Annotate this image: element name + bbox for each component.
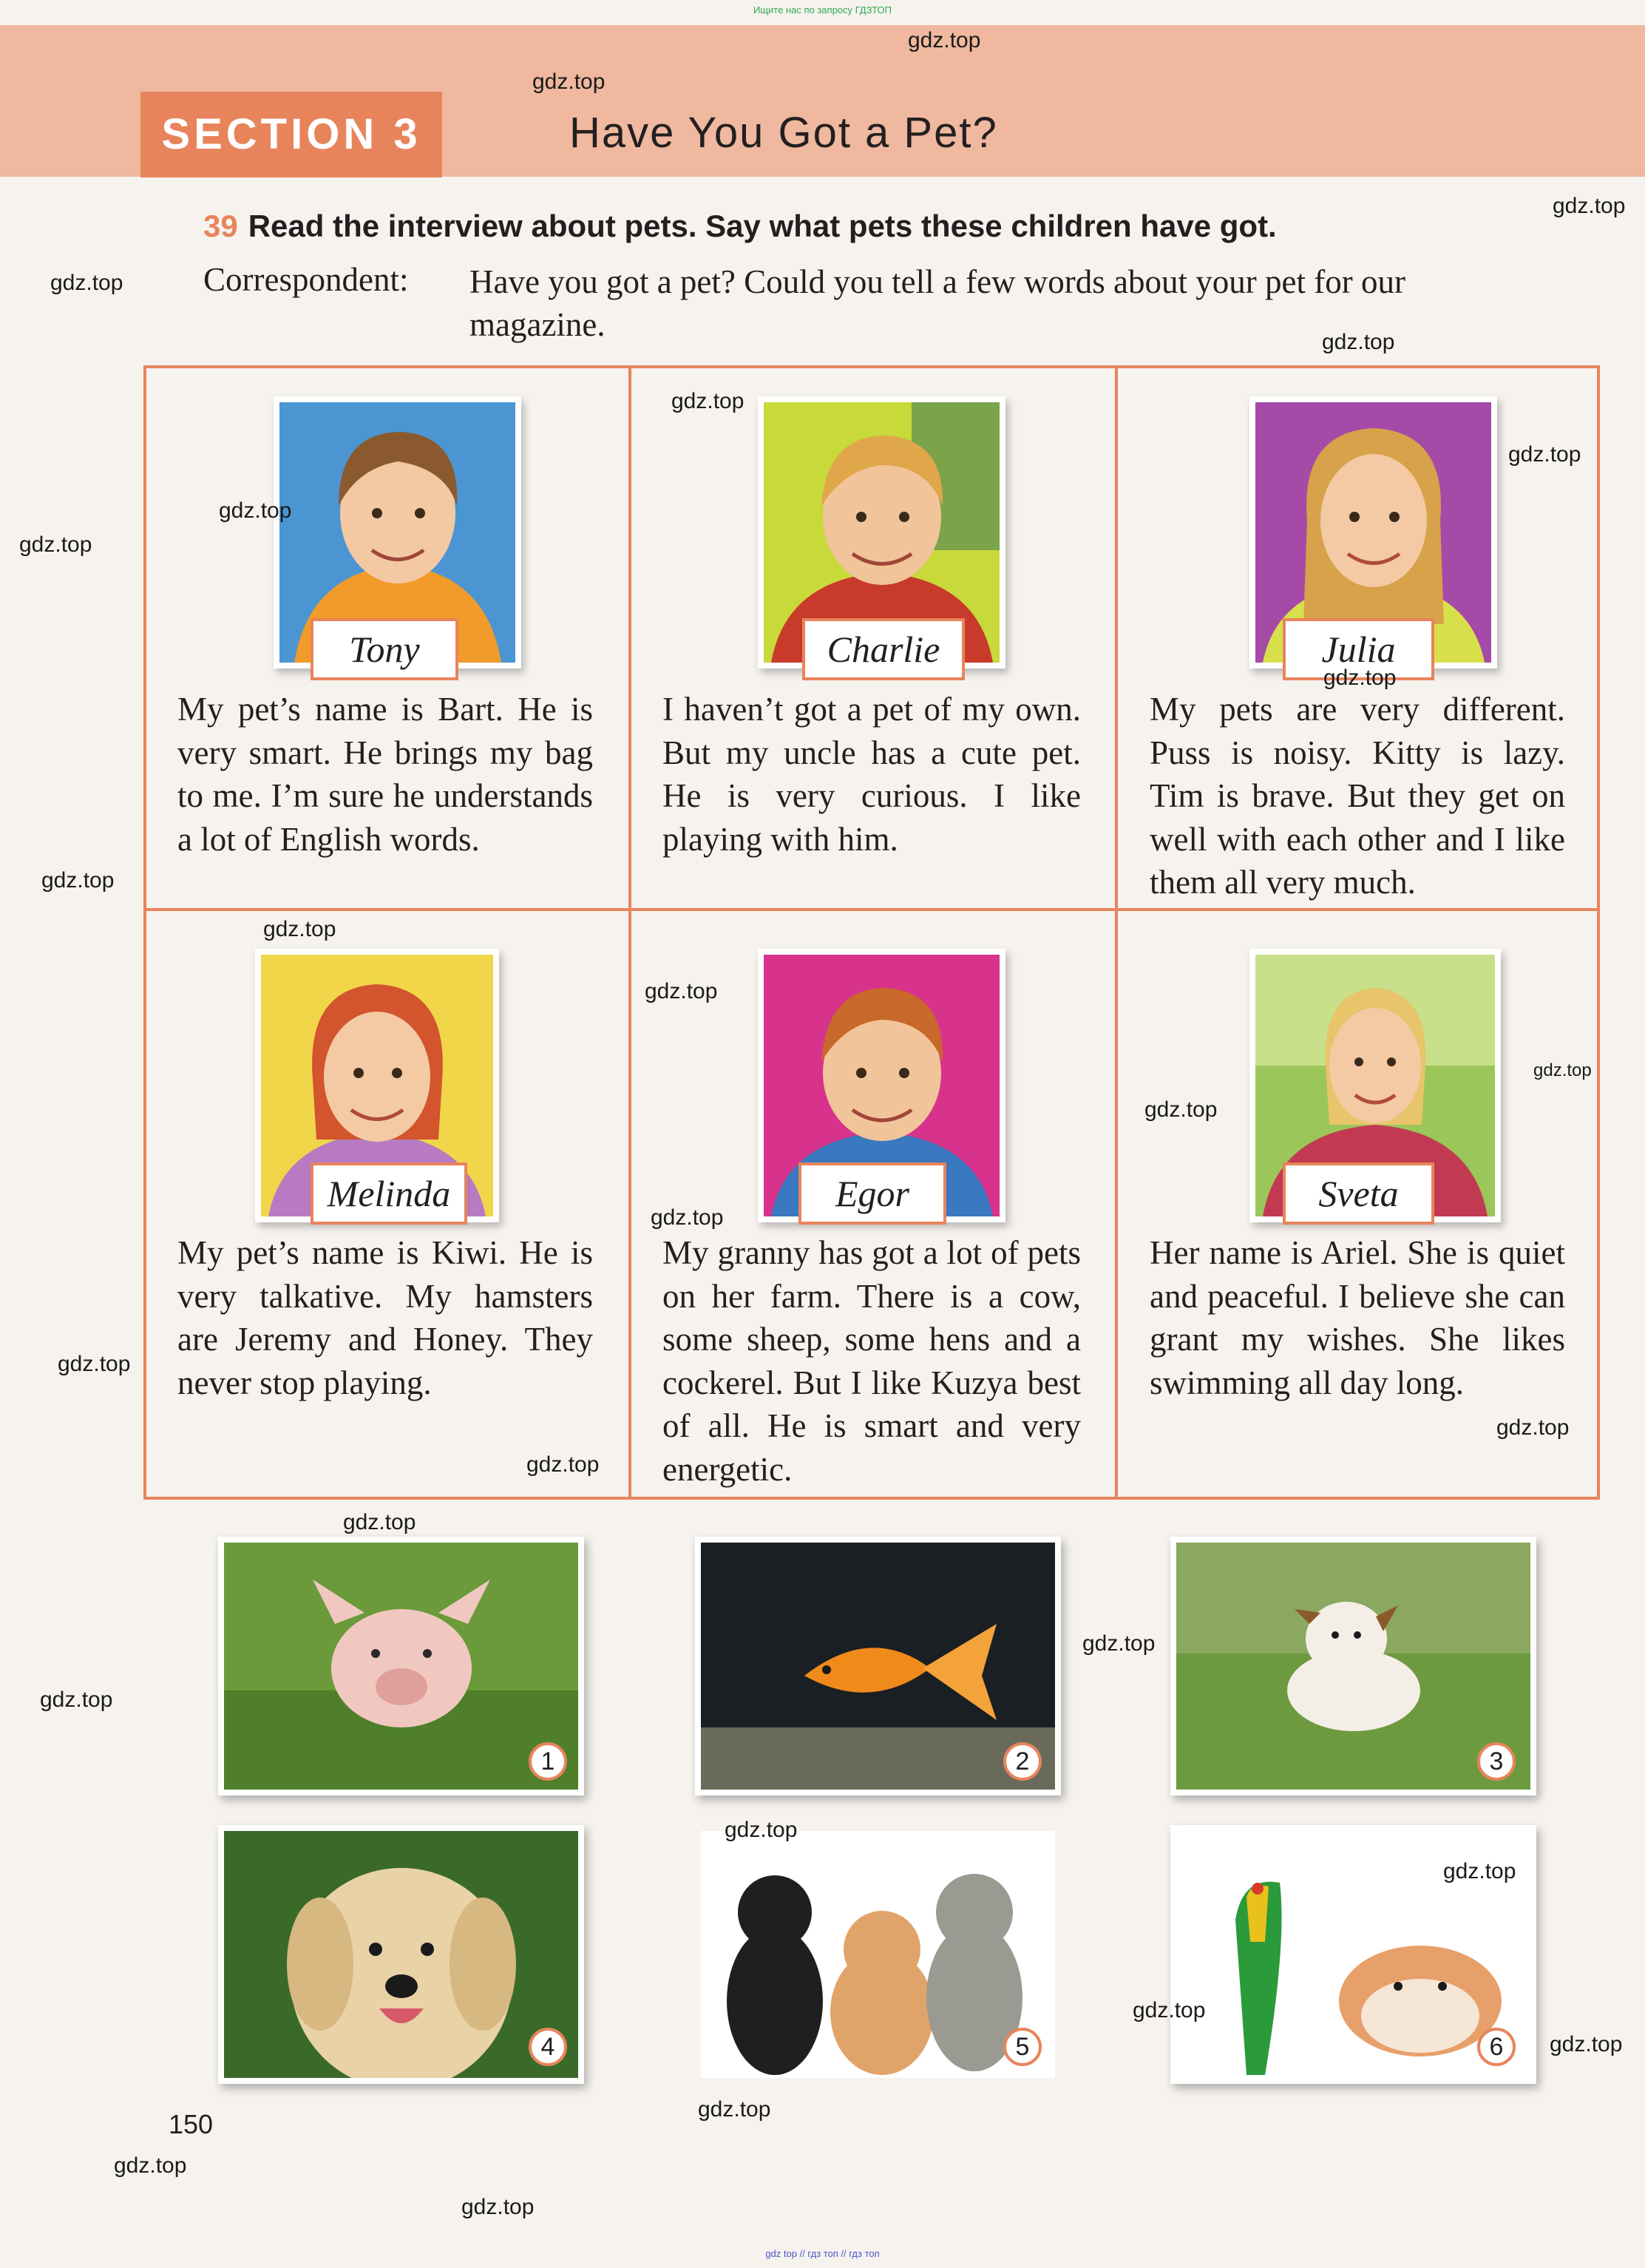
sveta-text: Her name is Ariel. She is quiet and peaceful. I believe she can grant my wishes. She likes swimming all day long. <box>1150 1234 1565 1401</box>
watermark: gdz.top <box>114 2153 187 2178</box>
name-label-sveta: Sveta <box>1283 1162 1434 1225</box>
watermark: gdz.top <box>1508 442 1581 467</box>
watermark: gdz.top <box>526 1452 600 1477</box>
watermark: gdz.top <box>219 498 292 523</box>
watermark: gdz.top <box>1082 1631 1156 1656</box>
egor-text: My granny has got a lot of pets on her farm. There is a cow, some sheep, some hens and a cockerel. But I like Kuzya best of all. He is smart and very energetic. <box>662 1234 1081 1488</box>
watermark: gdz.top <box>461 2195 535 2219</box>
photo-number-2: 2 <box>1003 1742 1042 1781</box>
name-label-melinda: Melinda <box>311 1162 467 1225</box>
name-label-julia: Julia <box>1283 618 1434 680</box>
watermark: gdz.top <box>1322 330 1395 354</box>
charlie-text: I haven’t got a pet of my own. But my uncle has a cute pet. He is very curious. I like playing with him. <box>662 691 1081 858</box>
watermark: gdz.top <box>651 1205 724 1230</box>
watermark: gdz.top <box>40 1688 113 1712</box>
section-title: Have You Got a Pet? <box>569 109 998 157</box>
grid-divider <box>143 908 1600 911</box>
tony-text: My pet’s name is Bart. He is very smart. He brings my bag to me. I’m sure he understands a lot of English words. <box>177 691 593 858</box>
watermark: gdz.top <box>1533 1060 1592 1080</box>
watermark: gdz.top <box>671 389 745 413</box>
watermark: gdz.top <box>698 2097 771 2122</box>
watermark: gdz.top <box>645 979 718 1003</box>
photo-number-1: 1 <box>529 1742 567 1781</box>
watermark: gdz.top <box>1133 1998 1206 2022</box>
goldfish-icon <box>701 1543 1055 1790</box>
watermark: gdz.top <box>58 1352 131 1376</box>
watermark: gdz.top <box>41 868 115 893</box>
watermark: gdz.top <box>1553 194 1626 218</box>
name-label-egor: Egor <box>798 1162 946 1225</box>
photo-number-6: 6 <box>1477 2028 1516 2066</box>
watermark: gdz.top <box>908 28 981 53</box>
melinda-text: My pet’s name is Kiwi. He is very talkative. My hamsters are Jeremy and Honey. They never stop playing. <box>177 1234 593 1401</box>
exercise-instruction: Read the interview about pets. Say what pets these children have got. <box>248 209 1277 243</box>
name-label-charlie: Charlie <box>802 618 965 680</box>
pig-icon <box>224 1543 578 1790</box>
watermark: gdz.top <box>1443 1859 1516 1883</box>
watermark: gdz.top <box>343 1510 416 1534</box>
name-label-tony: Tony <box>311 618 458 680</box>
watermark: gdz.top <box>1496 1415 1570 1440</box>
photo-number-5: 5 <box>1003 2028 1042 2066</box>
watermark: gdz.top <box>1550 2032 1623 2057</box>
watermark: gdz.top <box>1144 1097 1218 1122</box>
grid-divider <box>628 365 631 1500</box>
exercise-instruction-line <box>203 209 1277 244</box>
top-banner[interactable]: Ищите нас по запросу ГДЗТОП <box>753 4 892 16</box>
watermark: gdz.top <box>532 70 606 94</box>
grid-divider <box>1115 365 1118 1500</box>
section-label: SECTION 3 <box>161 110 421 158</box>
watermark: gdz.top <box>725 1818 798 1842</box>
watermark: gdz.top <box>19 532 92 557</box>
bottom-banner[interactable]: gdz top // гдз топ // гдз топ <box>765 2248 880 2259</box>
photo-number-3: 3 <box>1477 1742 1516 1781</box>
page-number: 150 <box>169 2109 214 2139</box>
exercise-number: 39 <box>203 209 238 243</box>
watermark: gdz.top <box>263 917 336 941</box>
julia-text: My pets are very different. Puss is noisy. Kitty is lazy. Tim is brave. But they get on well with each other and I like them all very much. <box>1150 691 1565 901</box>
dog-icon <box>224 1831 578 2078</box>
photo-number-4: 4 <box>529 2028 567 2066</box>
cats-icon <box>701 1831 1055 2078</box>
correspondent-label: Correspondent: <box>203 261 409 298</box>
dog-running-icon <box>1176 1543 1530 1790</box>
watermark: gdz.top <box>1323 666 1397 690</box>
watermark: gdz.top <box>50 271 123 295</box>
correspondent-text: Have you got a pet? Could you tell a few words about your pet for our magazine. <box>469 263 1405 343</box>
